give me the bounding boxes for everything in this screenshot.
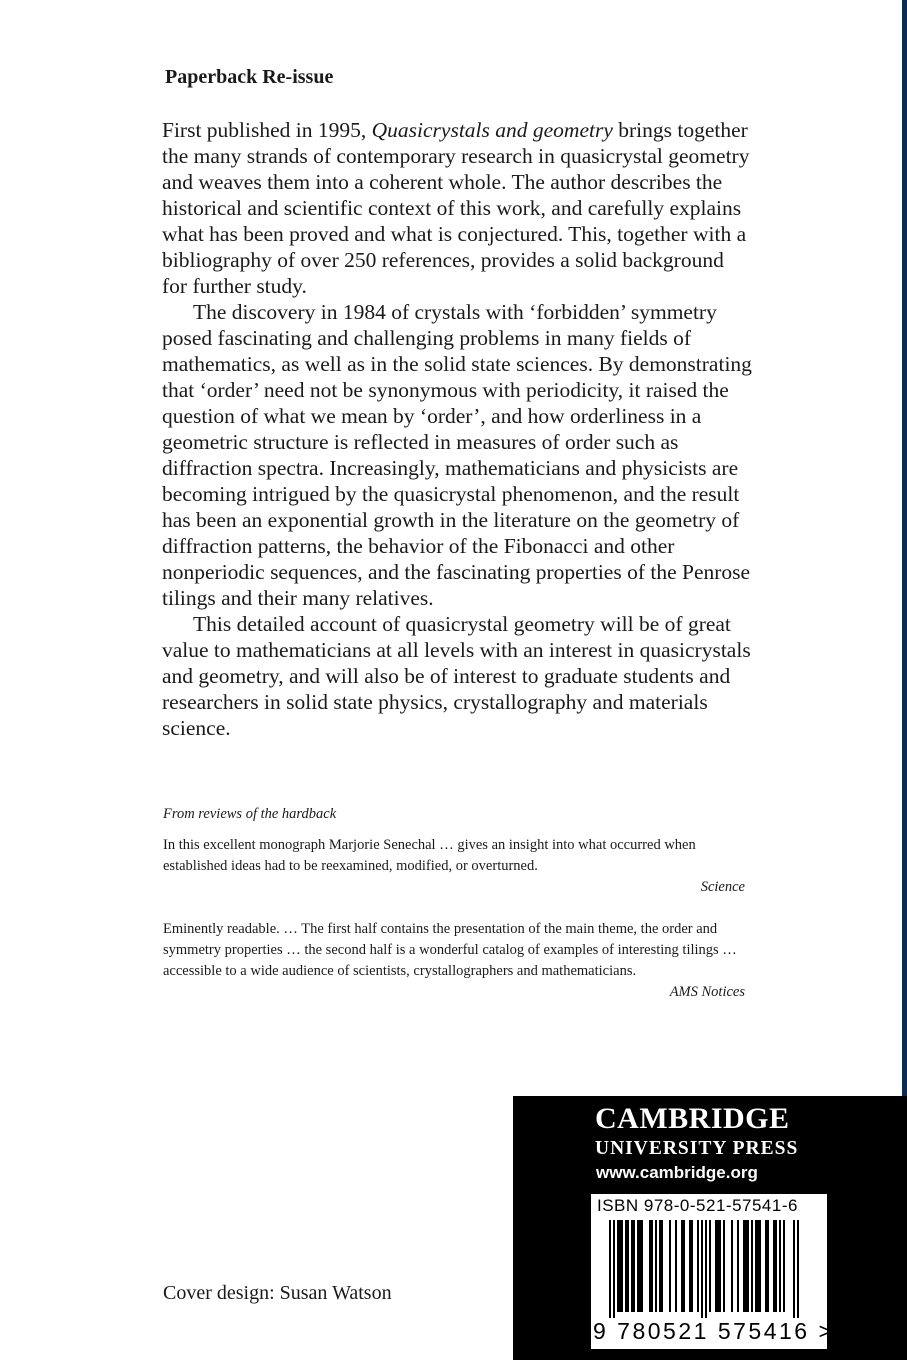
barcode-bar	[619, 1220, 621, 1312]
barcode-bar	[723, 1220, 725, 1312]
publisher-url: www.cambridge.org	[596, 1163, 758, 1182]
barcode-bar	[755, 1220, 757, 1312]
barcode-bar	[683, 1220, 685, 1312]
barcode-bar	[759, 1220, 761, 1312]
barcode-bar	[669, 1220, 671, 1312]
barcode-bar	[773, 1220, 775, 1312]
barcode-bar	[751, 1220, 753, 1312]
barcode-bar	[661, 1220, 663, 1312]
barcode-bar	[743, 1220, 745, 1312]
barcode-bar	[689, 1220, 691, 1312]
reviews-heading: From reviews of the hardback	[163, 806, 337, 822]
barcode-bar	[649, 1220, 651, 1312]
page-heading: Paperback Re-issue	[165, 66, 334, 88]
barcode-bar	[705, 1220, 707, 1318]
description-paragraph-1	[162, 117, 752, 299]
review-item	[163, 919, 745, 1003]
barcode-bar	[793, 1220, 795, 1318]
barcode-bar	[641, 1220, 643, 1312]
barcode-icon	[591, 1218, 827, 1318]
description-paragraph-2: The discovery in 1984 of crystals with ‘forbidden’ symmetry posed fascinating and challenging problems in many fields of mathematics, as well as in the solid state sciences. By demonstrating that ‘order’ need not be synonymous with periodicity, it raised the question of what we mean by ‘order’, and how orderliness in a geometric structure is reflected in measures of order such as diffraction spectra. Increasingly, mathematicians and physicists are becoming intrigued by the quasicrystal phenomenon, and the result has been an exponential growth in the literature on the geometry of diffraction patterns, the behavior of the Fibonacci and other nonperiodic sequences, and the fascinating properties of the Penrose tilings and their many relatives.	[162, 300, 752, 610]
barcode-bar	[717, 1220, 719, 1312]
barcode-bar	[767, 1220, 769, 1312]
barcode-bar	[639, 1220, 641, 1312]
barcode-bar	[631, 1220, 633, 1312]
barcode-bar	[747, 1220, 749, 1312]
barcode-bar	[765, 1220, 767, 1312]
description-rest: brings together the many strands of contemporary research in quasicrystal geometry and weaves them into a coherent whole. The author describes the historical and scientific context of this work, and carefully explains what has been proved and what is conjectured. This, together with a bibliography of over 250 references, provides a solid background for further study.	[162, 118, 750, 298]
barcode-bar	[651, 1220, 653, 1312]
isbn-barcode-box	[591, 1194, 835, 1349]
review-item	[163, 835, 745, 898]
description-paragraph-3: This detailed account of quasicrystal geometry will be of great value to mathematicians at all levels with an interest in quasicrystals and geometry, and will also be of interest to graduate students and researchers in solid state physics, crystallography and materials science.	[162, 612, 751, 740]
barcode-bar	[681, 1220, 683, 1312]
barcode-digits: 9 780521 575416 >	[593, 1318, 835, 1344]
barcode-bar	[625, 1220, 627, 1312]
barcode-bar	[617, 1220, 619, 1312]
barcode-bar	[783, 1220, 785, 1312]
barcode-bar	[719, 1220, 721, 1312]
barcode-bar	[655, 1220, 657, 1312]
barcode-bar	[775, 1220, 777, 1312]
barcode-bar	[731, 1220, 733, 1312]
publisher-name: CAMBRIDGE	[595, 1102, 790, 1135]
book-description	[162, 117, 752, 741]
barcode-bar	[609, 1220, 611, 1318]
barcode-bar	[709, 1220, 711, 1312]
review-source: Science	[700, 879, 745, 895]
review-source: AMS Notices	[669, 984, 745, 1000]
barcode-bar	[701, 1220, 703, 1318]
barcode-bar	[715, 1220, 717, 1312]
barcode-bar	[757, 1220, 759, 1312]
description-lead: First published in 1995,	[162, 118, 372, 142]
barcode-bar	[633, 1220, 635, 1312]
barcode-bar	[779, 1220, 781, 1312]
barcode-bar	[737, 1220, 739, 1312]
barcode-bar	[613, 1220, 615, 1318]
review-text: In this excellent monograph Marjorie Senechal … gives an insight into what occurred when established ideas had to be reexamined, modified, or overturned.	[163, 837, 696, 874]
barcode-bar	[697, 1220, 699, 1312]
barcode-bar	[797, 1220, 799, 1318]
publisher-subtitle: UNIVERSITY PRESS	[595, 1138, 799, 1159]
cover-design-credit: Cover design: Susan Watson	[163, 1282, 392, 1304]
book-title: Quasicrystals and geometry	[371, 118, 613, 142]
barcode-bar	[659, 1220, 661, 1312]
barcode-bar	[691, 1220, 693, 1312]
barcode-bar	[627, 1220, 629, 1312]
publisher-block	[513, 1096, 907, 1360]
review-text: Eminently readable. … The first half contains the presentation of the main theme, the order and symmetry properties … the second half is a wonderful catalog of examples of interesting tilings … accessible to a wide audience of scientists, crystallographers and mathematicians.	[163, 921, 737, 979]
barcode-bar	[745, 1220, 747, 1312]
barcode-bar	[675, 1220, 677, 1312]
isbn-label: ISBN 978-0-521-57541-6	[597, 1196, 798, 1215]
barcode-bar	[621, 1220, 623, 1312]
barcode-bar	[637, 1220, 639, 1312]
